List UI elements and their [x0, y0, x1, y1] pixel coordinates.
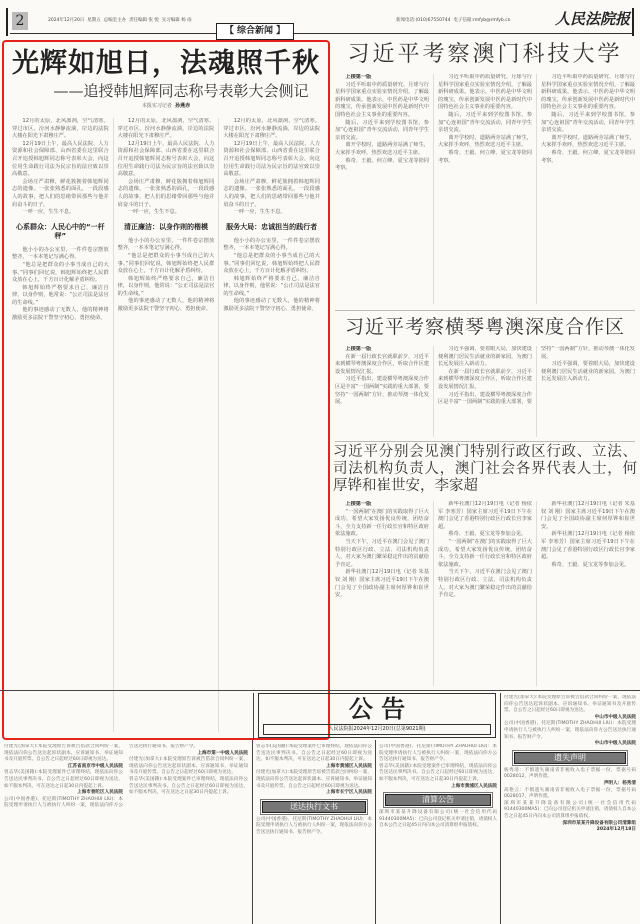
notice-column-3 — [379, 744, 497, 922]
court-name: 中山市中级人民法院 — [594, 714, 636, 720]
paragraph: 一呼一应，生生不息。 — [233, 209, 286, 216]
paragraph: 新华社澳门12月19日电（记者 朱基钗 刘 刚）国家主席习近平19日下午在澳门会见了全国政协副主席何厚铧和崔世安。 — [541, 501, 635, 530]
paragraph: 12月19日上午，最高人民法院、人力资源和社会保障部、山西省委在这里联合召开追授韩旭辉同志称号表彰大会，向这位用生命践行司法为民宗旨的法官致以崇高敬意。 — [12, 140, 109, 178]
contact-info — [396, 17, 511, 23]
paragraph: “他总是把群众的小事当成自己的大事。”同事们回忆说，韩旭辉始终把人民群众放在心上，千方百计化解矛盾纠纷。 — [12, 261, 109, 284]
section-bar: 清算公告 — [385, 794, 491, 806]
subheading: 心系群众：人民心中的“一杆秤” — [16, 222, 105, 240]
paragraph: 随后，习近平来到学校图书馆，参加“心连祖国”青年交流活动，同青年学生亲切交流。 — [438, 111, 532, 134]
announcement-title: 公 告 — [348, 694, 406, 723]
byline-label: 本报实习记者 — [141, 103, 172, 109]
notice-item: 深圳市某某升降设备有限公司(统一社会信用代码91440300MA5)：已向公司登记机关申请注销，请债权人自本公告之日起45日内向本公司清算组申报债权。 — [379, 810, 497, 829]
paragraph: 离开学校时，道路两旁站满了师生，大家挥手欢呼，热烈欢送习近平主席。 — [438, 134, 532, 149]
court-name: 上海市第一中级人民法院 — [197, 750, 248, 756]
paragraph: 他的事迹感动了无数人，他的精神将激励更多法院干警坚守初心、勇担使命。 — [117, 298, 215, 313]
paragraph: 会场庄严肃穆，鲜花簇拥着韩旭辉同志的遗像。一张张熟悉的面孔，一段段感人的故事，把人们的思绪带回那些与他并肩奋斗的日子。 — [12, 178, 109, 208]
lead-subtitle: ——追授韩旭辉同志称号表彰大会侧记 — [53, 82, 309, 100]
section-label: 【 综合新闻 】 — [216, 23, 294, 40]
page-number: 2 — [12, 12, 28, 30]
header-rule-right — [632, 8, 634, 36]
paragraph — [335, 346, 429, 354]
paragraph: 韩旭辉始终严格要求自己，廉洁自律，以身作则，他常说：“公正司法是法官的生命线。” — [223, 275, 320, 297]
lead-body — [12, 118, 320, 732]
paragraph: 随后，习近平来到学校图书馆，参加“心连祖国”青年交流活动，同青年学生亲切交流。 — [335, 119, 429, 141]
paragraph: 在新一届行政长官就职前夕，习近平来到横琴粤澳深度合作区，听取合作区建设发展情况汇报。 — [335, 353, 429, 375]
lead-byline — [4, 103, 328, 110]
phone: 新闻电话:(010)67550744 — [396, 18, 451, 23]
paragraph: 离开学校时，道路两旁站满了师生，大家挥手欢呼，热烈欢送习近平主席。 — [335, 142, 429, 156]
notice-item: 曾志华(美国籍):本院受理案件已审理终结，现依法向你公告送达民事判决书。自公告之日起经过60日即视为送达，如不服本判决，可在送达之日起30日内提起上诉。 — [4, 770, 123, 789]
divider — [500, 693, 501, 924]
court-name: 上海市黄浦区人民法院 — [451, 783, 497, 789]
paragraph: 他小小的办公室里，一件件卷宗摆放整齐，一本本笔记写满心得。 — [223, 237, 320, 252]
court-name: 上海市黄浦区人民法院 — [326, 763, 372, 769]
notice-item: 公司(中国香港)、托尼斯(TIMOTHY ZHAOHUI LIU)：本院受理申请执行人与被执行人纠纷一案，现依法向你方公告送达执行通知书、报告财产令。 — [4, 744, 198, 809]
paragraph: “他总是把群众的小事当成自己的大事。”同事们回忆说，韩旭辉始终把人民群众放在心上，千方百计化解矛盾纠纷。 — [223, 252, 320, 275]
paragraph: 习近平强调，要着眼大局，加快建设便利澳门居民生活就业的新家园，为澳门长远发展注入新动力。 — [438, 346, 532, 368]
paragraph: 会场庄严肃穆，鲜花簇拥着韩旭辉同志的遗像。一张张熟悉的面孔，一段段感人的故事，把人们的思绪带回那些与他并肩奋斗的日子。 — [117, 178, 215, 208]
paragraph: 随后，习近平来到学校图书馆，参加“心连祖国”青年交流活动，同青年学生亲切交流。 — [541, 111, 635, 134]
divider — [335, 310, 635, 311]
paragraph: 习近平听取中药质量研究、月球与行星科学国家重点实验室情况介绍，了解最新科研成果。他表示，中医药是中华文明的瑰宝，传承创新发展中医药是新时代中国特色社会主义事业的重要内容。 — [335, 81, 429, 118]
paragraph: 12月19日上午，最高人民法院、人力资源和社会保障部、山西省委在这里联合召开追授韩旭辉同志称号表彰大会，向这位用生命践行司法为民宗旨的法官致以崇高敬意。 — [223, 140, 320, 178]
divider — [335, 441, 635, 442]
paragraph: 新华社澳门12月19日电（记者 杨依军 李寒芳）国家主席习近平19日下午在澳门会见了香港特别行政区行政长官李家超。 — [541, 531, 635, 561]
notice-item: 公司(中国香港)、托尼斯(TIMOTHY ZHAOHUI LIU)：本院受理申请执行人与被执行人纠纷一案，现依法向你方公告送达执行通知书、报告财产令。 — [379, 744, 497, 763]
notice-item: 付建光(加拿大):本院受理原告诉被告借款合同纠纷一案，现依法向你公告送达起诉状副本、应诉通知书、举证通知书及开庭传票。自公告之日起经过60日即视为送达。 — [4, 744, 123, 763]
paragraph: 蔡奇、王毅、夏宝龙等参加会见。 — [448, 531, 527, 538]
masthead-logo: 人民法院报 — [555, 10, 631, 28]
lead-article — [2, 40, 330, 740]
office: 总编室主办 — [103, 18, 127, 23]
continued-label: 上接第一版 — [345, 501, 372, 507]
paragraph: 习近平听取中药质量研究、月球与行星科学国家重点实验室情况介绍，了解最新科研成果。他表示，中医药是中华文明的瑰宝，传承创新发展中医药是新时代中国特色社会主义事业的重要内容。 — [438, 74, 532, 111]
notice-item: 深圳市某某升降设备有限公司(统一社会信用代码91440300MA5)：已向公司登记机关申请注销，请债权人自本公告之日起45日内向本公司清算组申报债权。 — [504, 800, 636, 819]
court-name: 上海市长宁区人民法院 — [326, 790, 372, 796]
signature: 深圳市某某升降设备有限公司清算组 — [562, 820, 636, 826]
paragraph: 新华社澳门12月19日电（记者 朱基钗 刘 刚）国家主席习近平19日下午在澳门会见了全国政协副主席何厚铧和崔世安。 — [335, 569, 429, 599]
paragraph: 当天下午，习近平在澳门会见了澳门特别行政区行政、立法、司法机构负责人，对大家为澳门繁荣稳定作出的贡献给予肯定。 — [438, 569, 532, 599]
paragraph: “一国两制”在澳门的实践取得了巨大成功。希望大家发扬优良传统，团结奋斗，全力支持新一任行政长官和特区政府依法施政。 — [335, 508, 429, 538]
paragraph: 当天下午，习近平在澳门会见了澳门特别行政区行政、立法、司法机构负责人，对大家为澳门繁荣稳定作出的贡献给予肯定。 — [335, 538, 429, 568]
weekday: 星期五 — [87, 18, 101, 23]
paragraph: 他小小的办公室里，一件件卷宗摆放整齐，一本本笔记写满心得。 — [117, 237, 215, 252]
paragraph — [335, 501, 429, 509]
article3-body — [335, 501, 635, 686]
paragraph: “一国两制”在澳门的实践取得了巨大成功。希望大家发扬优良传统，团结奋斗，全力支持新一任行政长官和特区政府依法施政。 — [438, 538, 532, 568]
paragraph: 习近平指出，建设横琴粤澳深度合作区是丰富“一国两制”实践的重大部署，要坚持“一国两制”方针，推动琴澳一体化发展。 — [335, 376, 429, 406]
divider — [252, 740, 253, 924]
section-bar: 遗失声明 — [514, 752, 626, 764]
continued-label: 上接第一版 — [345, 346, 372, 352]
declarant: 声明人：杨秀清 — [603, 780, 636, 786]
notice-item: 曾志华(美国籍):本院受理案件已审理终结，现依法向你公告送达民事判决书。自公告之日起经过60日即视为送达，如不服本判决，可在送达之日起30日内提起上诉。 — [379, 763, 497, 782]
notice-item: 公司(中国香港)、托尼斯(TIMOTHY ZHAOHUI LIU)：本院受理申请执行人与被执行人纠纷一案，现依法向你方公告送达执行通知书、报告财产令。 — [504, 721, 636, 740]
intern: 杨 雨 — [181, 18, 192, 23]
paragraph: 一呼一应，生生不息。 — [128, 209, 180, 216]
paragraph: 12月的太原，北风凛冽，空气清寒。穿过市区，汾河水静静流淌，岸边的法院大楼在阳光下肃穆庄严。 — [12, 118, 109, 140]
continued-label: 上接第一版 — [345, 74, 372, 80]
subheading: 清正廉洁：以身作则的楷模 — [123, 222, 208, 231]
intern-label: 实习编辑 — [161, 18, 180, 23]
article2-body — [335, 346, 635, 437]
lead-title: 光辉如旭日，法魂照千秋 — [12, 48, 320, 79]
paragraph: 离开学校时，道路两旁站满了师生，大家挥手欢呼，热烈欢送习近平主席。 — [541, 134, 635, 149]
paragraph: 会场庄严肃穆，鲜花簇拥着韩旭辉同志的遗像。一张张熟悉的面孔，一段段感人的故事，把人们的思绪带回那些与他并肩奋斗的日子。 — [223, 178, 320, 208]
paragraph: 在新一届行政长官就职前夕，习近平来到横琴粤澳深度合作区，听取合作区建设发展情况汇报。 — [438, 368, 532, 390]
header-rule — [10, 33, 634, 34]
paragraph: “他总是把群众的小事当成自己的大事。”同事们回忆说，韩旭辉始终把人民群众放在心上，千方百计化解矛盾纠纷。 — [117, 252, 215, 275]
court-name: 上海市普陀区人民法院 — [77, 790, 123, 796]
section-bar: 送达执行文书 — [262, 801, 366, 813]
article2-title: 习近平考察横琴粤澳深度合作区 — [344, 316, 625, 338]
paragraph: 他的事迹感动了无数人，他的精神将激励更多法院干警坚守初心、勇担使命。 — [12, 307, 109, 322]
paragraph: 他小小的办公室里，一件件卷宗摆放整齐，一本本笔记写满心得。 — [12, 246, 109, 261]
paragraph: 一呼一应，生生不息。 — [22, 209, 75, 216]
article3-title: 习近平分别会见澳门特别行政区行政、立法、司法机构负责人，澳门社会各界代表人士，何厚铧和崔世安，李家超 — [333, 444, 637, 494]
paragraph: 习近平指出，建设横琴粤澳深度合作区是丰富“一国两制”实践的重大部署，要坚持“一国两制”方针，推动琴澳一体化发展。 — [438, 346, 635, 406]
byline-name: 孙燕赤 — [175, 103, 191, 109]
notice-item: 付建光(加拿大):本院受理原告诉被告借款合同纠纷一案，现依法向你公告送达起诉状副本、应诉通知书、举证通知书及开庭传票。自公告之日起经过60日即视为送达。 — [256, 770, 372, 789]
paragraph: 新华社澳门12月19日电（记者 杨依军 李寒芳）国家主席习近平19日下午在澳门会见了香港特别行政区行政长官李家超。 — [438, 501, 532, 530]
article1-title: 习近平考察澳门科技大学 — [347, 42, 623, 67]
notice-item: 公司(中国香港)、托尼斯(TIMOTHY ZHAOHUI LIU)：本院受理申请执行人与被执行人纠纷一案，现依法向你方公告送达执行通知书、报告财产令。 — [256, 816, 372, 835]
announcement-header — [258, 693, 496, 738]
paragraph: 12月的太原，北风凛冽，空气清寒。穿过市区，汾河水静静流淌，岸边的法院大楼在阳光下肃穆庄严。 — [223, 118, 320, 140]
divider — [375, 740, 376, 924]
editor: 张 悦 — [148, 18, 159, 23]
sign-date: 2024年12月18日 — [596, 827, 636, 833]
date: 2024年12月20日 — [48, 18, 85, 23]
paragraph: 韩旭辉始终严格要求自己，廉洁自律，以身作则，他常说：“公正司法是法官的生命线。” — [117, 275, 215, 297]
subheading: 服务大局：忠诚担当的践行者 — [226, 222, 318, 231]
paragraph: 12月的太原，北风凛冽，空气清寒。穿过市区，汾河水静静流淌，岸边的法院大楼在阳光下肃穆庄严。 — [117, 118, 215, 140]
court-name: 中山市中级人民法院 — [594, 741, 636, 747]
announcement-edition: 人民法院报2024年12月20日(总第9021期) — [263, 724, 491, 735]
notice-item: 杨秀清：不慎遗失湖南省非税收入电子票据一份，票据号码0028012，声明作废。 — [504, 767, 636, 780]
paragraph: 蔡奇、王毅、夏宝龙等参加会见。 — [551, 561, 630, 568]
email: 电子信箱:rmfyb@rmfyb.cn — [453, 18, 511, 23]
article1-body — [335, 74, 635, 304]
notice-column-4 — [504, 695, 636, 922]
divider — [0, 690, 640, 691]
notice-item: 高艳云：不慎遗失湖南省非税收入电子票据一份，票据号码0028017，声明作废。 — [504, 787, 636, 800]
notice-column-2 — [256, 744, 372, 922]
editor-label: 责任编辑 — [129, 18, 148, 23]
paragraph: 蔡奇、王毅、何立峰、夏宝龙等陪同考察。 — [438, 149, 532, 164]
notice-column-1 — [4, 744, 248, 922]
paragraph: 蔡奇、王毅、何立峰、夏宝龙等陪同考察。 — [541, 149, 635, 164]
paragraph: 蔡奇、王毅、何立峰、夏宝龙等陪同考察。 — [335, 157, 429, 172]
court-name: 江苏省南京市中级人民法院 — [67, 763, 123, 769]
header-rule-left — [6, 8, 8, 36]
paragraph: 他的事迹感动了无数人，他的精神将激励更多法院干警坚守初心、勇担使命。 — [223, 298, 320, 313]
paragraph: 韩旭辉始终严格要求自己，廉洁自律，以身作则，他常说：“公正司法是法官的生命线。” — [12, 284, 109, 306]
notice-item: 付建光(加拿大):本院受理原告诉被告借款合同纠纷一案，现依法向你公告送达起诉状副本、应诉通知书、举证通知书及开庭传票。自公告之日起经过60日即视为送达。 — [129, 757, 248, 776]
notice-item: 曾志华(美国籍):本院受理案件已审理终结，现依法向你公告送达民事判决书。自公告之日起经过60日即视为送达，如不服本判决，可在送达之日起30日内提起上诉。 — [129, 776, 248, 796]
notice-item: 付建光(加拿大):本院受理原告诉被告借款合同纠纷一案，现依法向你公告送达起诉状副本、应诉通知书、举证通知书及开庭传票。自公告之日起经过60日即视为送达。 — [504, 695, 636, 714]
notice-item: 曾志华(美国籍):本院受理案件已审理终结，现依法向你公告送达民事判决书。自公告之日起经过60日即视为送达，如不服本判决，可在送达之日起30日内提起上诉。 — [256, 744, 372, 763]
paragraph: 习近平强调，要着眼大局，加快建设便利澳门居民生活就业的新家园，为澳门长远发展注入新动力。 — [541, 361, 635, 383]
header-info — [48, 17, 192, 23]
paragraph: 习近平听取中药质量研究、月球与行星科学国家重点实验室情况介绍，了解最新科研成果。他表示，中医药是中华文明的瑰宝，传承创新发展中医药是新时代中国特色社会主义事业的重要内容。 — [541, 74, 635, 111]
paragraph: 12月19日上午，最高人民法院、人力资源和社会保障部、山西省委在这里联合召开追授韩旭辉同志称号表彰大会，向这位用生命践行司法为民宗旨的法官致以崇高敬意。 — [117, 140, 215, 178]
paragraph — [335, 74, 429, 82]
divider — [253, 693, 254, 740]
